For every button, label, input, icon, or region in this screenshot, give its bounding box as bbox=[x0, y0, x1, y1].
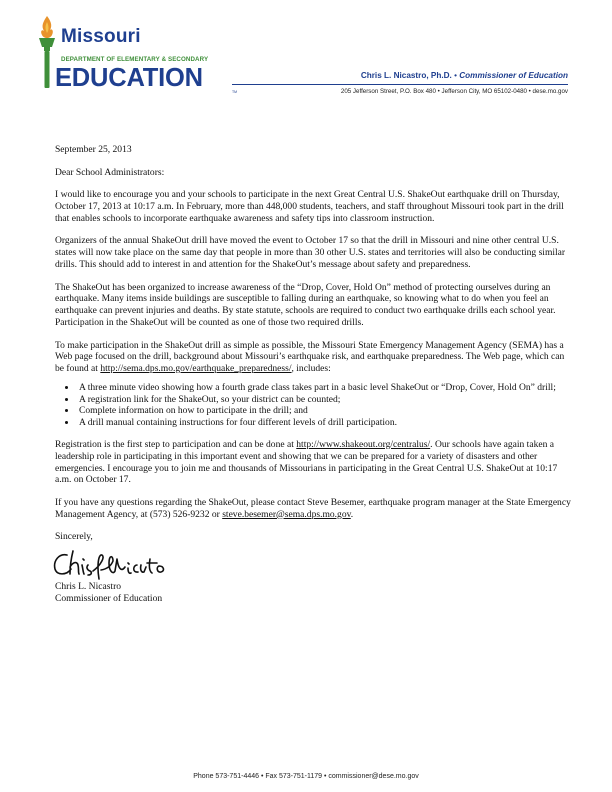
paragraph-4-text: To make participation in the ShakeOut drill as simple as possible, the Missouri State Emergency Management Agency (SEMA) has a Web page focused on the drill, background about Missouri’s earthquake risk, and earthquake preparedness. The Web page, which can be found at bbox=[55, 339, 565, 375]
paragraph-5-text: Registration is the first step to participation and can be done at bbox=[55, 438, 297, 450]
logo-trademark: TM bbox=[232, 90, 238, 94]
commissioner-title: Commissioner of Education bbox=[459, 71, 568, 80]
list-item: • A three minute video showing how a fourth grade class takes part in a basic level ShakeOut or “Drop, Cover, Hold On” drill; bbox=[77, 382, 575, 394]
footer-contact: Phone 573-751-4446 • Fax 573-751-1179 • commissioner@dese.mo.gov bbox=[193, 773, 419, 780]
paragraph-6 bbox=[55, 497, 575, 521]
logo-missouri-text: Missouri bbox=[61, 26, 141, 47]
list-item: • Complete information on how to participate in the drill; and bbox=[77, 405, 575, 417]
address-line: 205 Jefferson Street, P.O. Box 480 • Jefferson City, MO 65102-0480 • dese.mo.gov bbox=[340, 88, 568, 95]
list-item: • A drill manual containing instructions for four different levels of drill participation. bbox=[77, 417, 575, 429]
paragraph-5-tail: . Our schools have again taken a leadership role in participating in this important event and showing that we can be prepared for a variety of disasters and other emergencies. I encourage you to join me and thousands of Missourians in participating in the Great Central U.S. ShakeOut at 10:17 a.m. on October 17. bbox=[55, 438, 558, 486]
header-separator: • bbox=[454, 71, 457, 80]
dese-logo bbox=[34, 14, 254, 94]
shakeout-link[interactable]: http://www.shakeout.org/centralus/ bbox=[296, 438, 431, 450]
signature-image bbox=[49, 545, 199, 581]
paragraph-3: The ShakeOut has been organized to increase awareness of the “Drop, Cover, Hold On” method of protecting ourselves during an earthquake. Many items inside buildings are susceptible to falling during an earthquake, so knowing what to do when you feel an earthquake can prevent injuries and deaths. By state statute, schools are required to conduct two earthquake drills each school year. Participation in the ShakeOut will be counted as one of those two required drills. bbox=[55, 281, 556, 328]
logo-education-text: EDUCATION bbox=[55, 64, 203, 92]
closing: Sincerely, bbox=[55, 531, 93, 543]
logo-department-text: DEPARTMENT OF ELEMENTARY & SECONDARY bbox=[61, 56, 209, 63]
includes-list bbox=[55, 382, 575, 429]
paragraph-2: Organizers of the annual ShakeOut drill have moved the event to October 17 so that the drill in Missouri and nine other central U.S. states will now take place on the same day that people in more than 30 other U.S. states and territories will also be conducting similar drills. This should add to interest in and attention for the ShakeOut’s message about safety and preparedness. bbox=[55, 235, 566, 270]
paragraph-6-text: If you have any questions regarding the ShakeOut, please contact Steve Besemer, earthquake program manager at the State Emergency Management Agency, at (573) 526-9232 or bbox=[55, 496, 571, 520]
paragraph-1: I would like to encourage you and your schools to participate in the next Great Central U.S. ShakeOut earthquake drill on Thursday, October 17, 2013 at 10:17 a.m. In February, more than 448,000 students, teachers, and staff throughout Missouri took part in the drill that enables schools to incorporate earthquake awareness and safety tips into classroom instruction. bbox=[55, 189, 564, 224]
signer-title: Commissioner of Education bbox=[55, 592, 163, 604]
paragraph-6-tail: . bbox=[350, 508, 354, 520]
paragraph-4 bbox=[55, 340, 575, 375]
letter-salutation: Dear School Administrators: bbox=[55, 166, 165, 178]
header-divider bbox=[232, 84, 568, 85]
paragraph-4-tail: , includes: bbox=[291, 363, 331, 375]
letter-date: September 25, 2013 bbox=[55, 144, 132, 155]
email-link[interactable]: steve.besemer@sema.dps.mo.gov bbox=[222, 508, 351, 520]
sema-link[interactable]: http://sema.dps.mo.gov/earthquake_preparedness/ bbox=[100, 363, 292, 375]
commissioner-name: Chris L. Nicastro, Ph.D. bbox=[360, 71, 452, 80]
letter-body bbox=[55, 144, 575, 605]
paragraph-5 bbox=[55, 439, 575, 486]
commissioner-line bbox=[361, 71, 568, 80]
signer-name: Chris L. Nicastro bbox=[55, 581, 122, 593]
list-item: • A registration link for the ShakeOut, so your district can be counted; bbox=[77, 394, 575, 406]
